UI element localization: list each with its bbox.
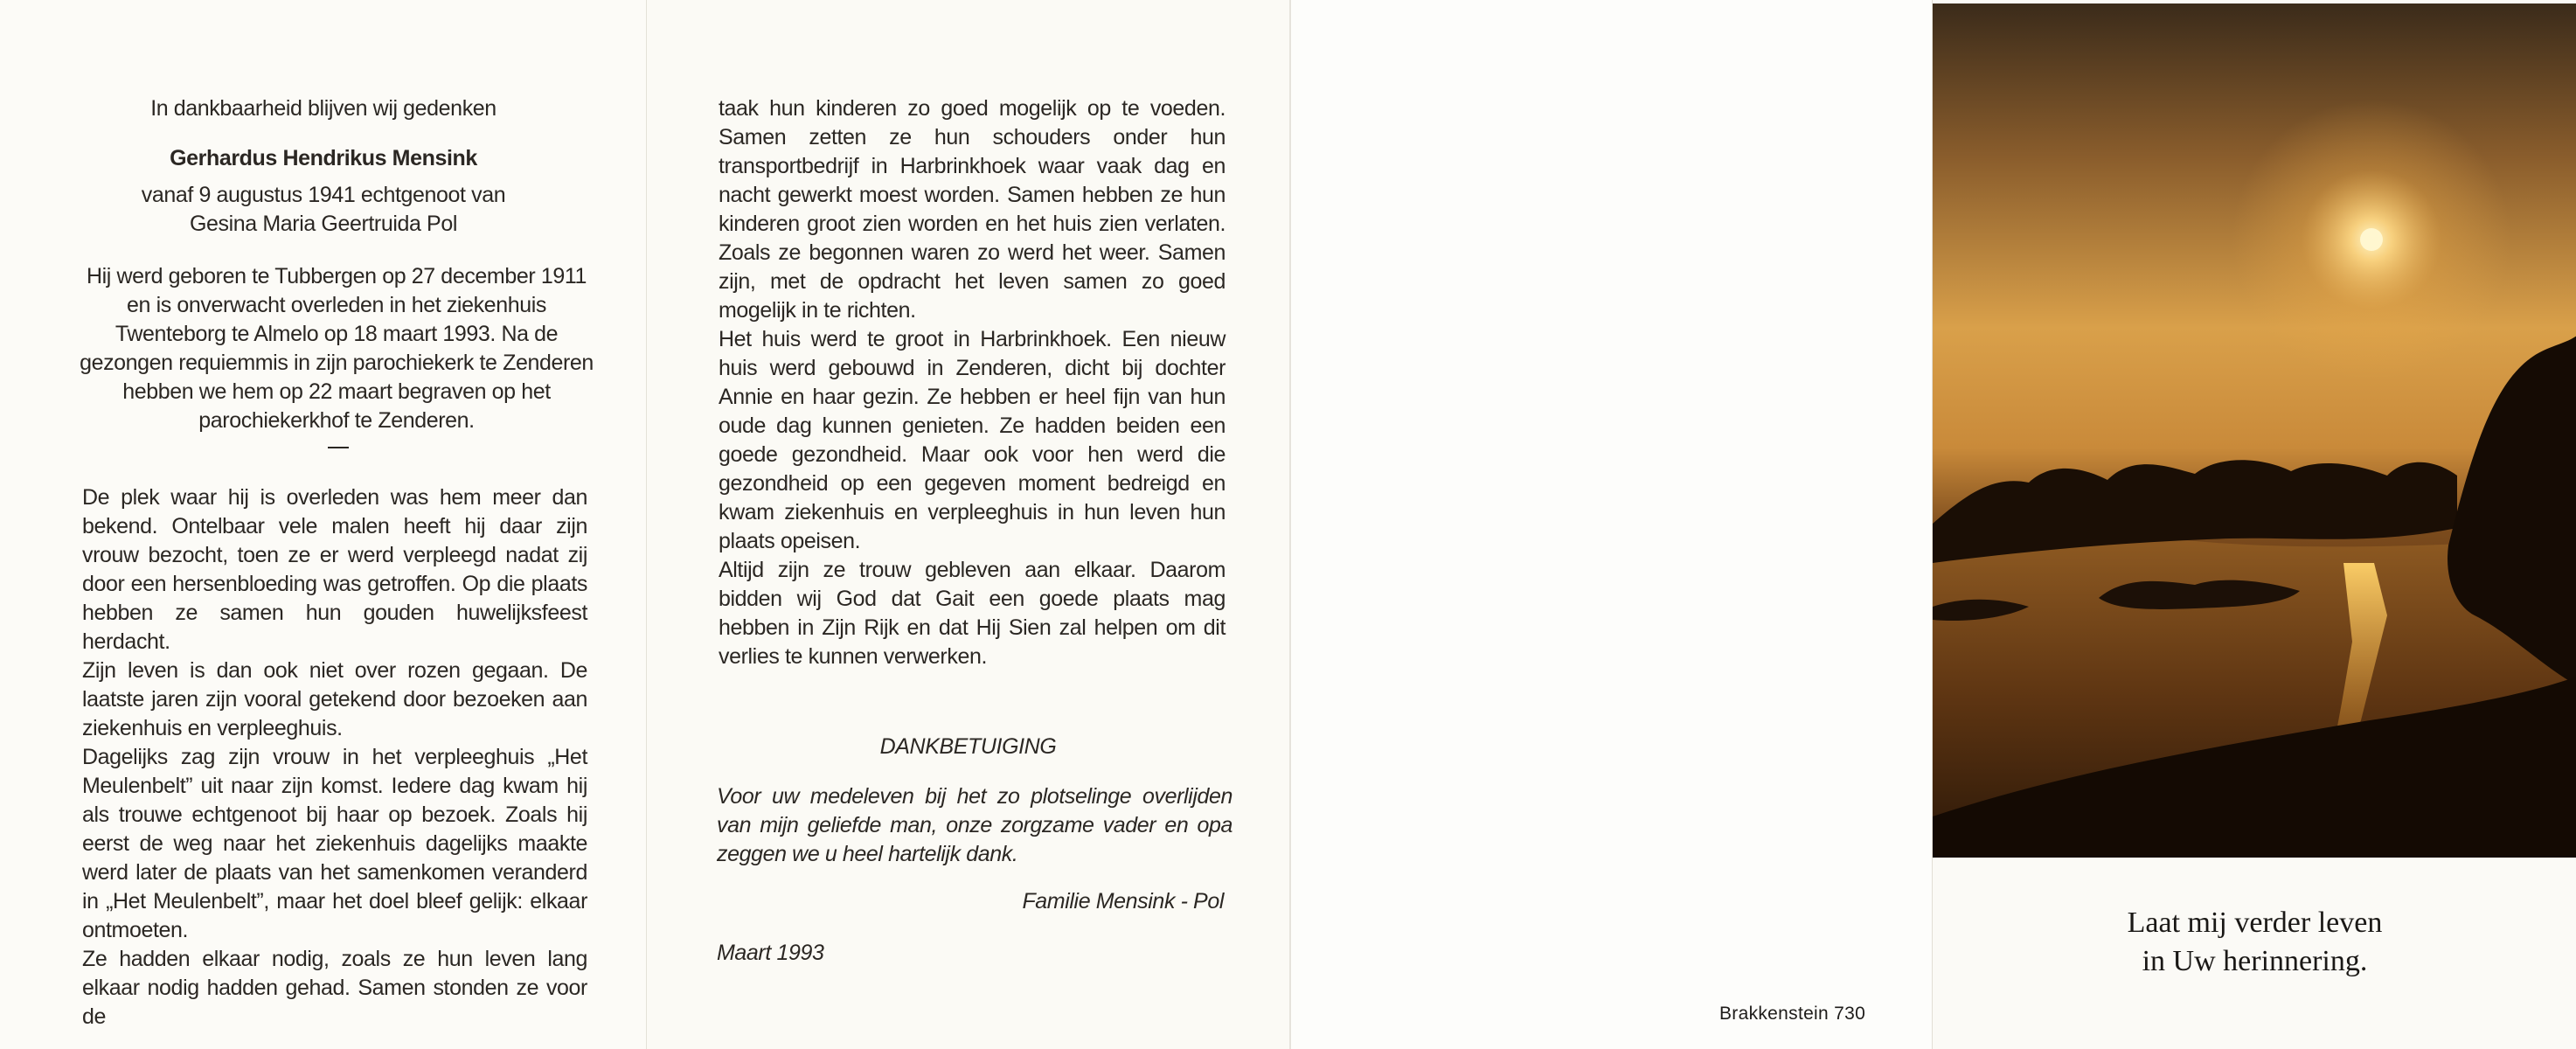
- story-paragraph: Het huis werd te groot in Harbrinkhoek. Een nieuw huis werd gebouwd in Zenderen, dicht bij dochter Annie en haar gezin. Ze hebben er heel fijn van hun oude dag kunnen genieten. Ze hadden beiden een goede gezondheid. Maar ook voor hen werd die gezondheid op een gegeven moment bedreigd en kwam ziekenhuis en verpleeghuis in hun leven hun plaats opeisen.: [719, 327, 1226, 553]
- thanks-message: Voor uw medeleven bij het zo plotselinge overlijden van mijn geliefde man, onze zorgzame vader en opa zeggen we u heel hartelijk dank.: [717, 784, 1232, 866]
- verse-line: Laat mij verder leven: [2127, 907, 2383, 939]
- memorial-heading: In dankbaarheid blijven wij gedenken: [150, 96, 496, 121]
- birth-death-paragraph: Hij werd geboren te Tubbergen op 27 december 1911 en is onverwacht overleden in het ziekenhuis Twenteborg te Almelo op 18 maart 1993. Na de gezongen requiemmis in zijn parochiekerk te Zenderen hebben we hem op 22 maart begraven op het parochiekerkhof te Zenderen.: [80, 264, 594, 433]
- separator-dash: [328, 447, 349, 448]
- memorial-verse: [1933, 904, 2576, 981]
- card-panel-front: [1932, 0, 2576, 1049]
- deceased-name: Gerhardus Hendrikus Mensink: [170, 146, 477, 170]
- card-date: Maart 1993: [717, 941, 824, 965]
- story-paragraph: Ze hadden elkaar nodig, zoals ze hun leven lang elkaar nodig hadden gehad. Samen stonden ze voor de: [82, 947, 587, 1029]
- story-paragraph: Altijd zijn ze trouw gebleven aan elkaar. Daarom bidden wij God dat Gait een goede plaats mag hebben in Zijn Rijk en dat Hij Sien zal helpen om dit verlies te kunnen verwerken.: [719, 558, 1226, 669]
- sunset-river-photo: [1933, 3, 2576, 858]
- story-paragraph: Dagelijks zag zijn vrouw in het verpleeghuis „Het Meulenbelt” uit naar zijn komst. Iedere dag kwam hij als trouwe echtgenoot bij haar op bezoek. Zoals hij eerst de weg naar het ziekenhuis dagelijks maakte werd later de plaats van het samenkomen veranderd in „Het Meulenbelt”, maar het doel bleef gelijk: elkaar ontmoeten.: [82, 745, 587, 942]
- thanks-heading: DANKBETUIGING: [879, 734, 1057, 759]
- verse-line: in Uw herinnering.: [2142, 945, 2368, 977]
- spouse-info: [79, 181, 568, 239]
- life-story-part-2: [719, 94, 1226, 671]
- card-panel-right-page: [647, 0, 1289, 1049]
- family-signature: Familie Mensink - Pol: [1022, 889, 1224, 914]
- story-paragraph: Zijn leven is dan ook niet over rozen gegaan. De laatste jaren zijn vooral getekend door bezoeken aan ziekenhuis en verpleeghuis.: [82, 658, 587, 740]
- publisher-imprint: Brakkenstein 730: [1719, 1004, 1866, 1024]
- card-panel-back: [1289, 0, 1932, 1049]
- spouse-line: vanaf 9 augustus 1941 echtgenoot van: [141, 183, 506, 207]
- story-paragraph: De plek waar hij is overleden was hem meer dan bekend. Ontelbaar vele malen heeft hij daar zijn vrouw bezocht, toen ze er werd verpleegd nadat zij door een hersenbloeding was getroffen. Op die plaats hebben ze samen hun gouden huwelijksfeest herdacht.: [82, 485, 587, 654]
- life-story-part-1: [82, 483, 587, 1032]
- story-paragraph: taak hun kinderen zo goed mogelijk op te voeden. Samen zetten ze hun schouders onder hun transportbedrijf in Harbrinkhoek waar vaak dag en nacht gewerkt moest worden. Samen hebben ze hun kinderen groot zien worden en het huis zien verlaten. Zoals ze begonnen waren zo werd het weer. Samen zijn, met de opdracht het leven samen zo goed mogelijk in te richten.: [719, 96, 1226, 323]
- card-panel-left-page: [0, 0, 647, 1049]
- spouse-line: Gesina Maria Geertruida Pol: [189, 212, 457, 236]
- sun: [2360, 228, 2383, 251]
